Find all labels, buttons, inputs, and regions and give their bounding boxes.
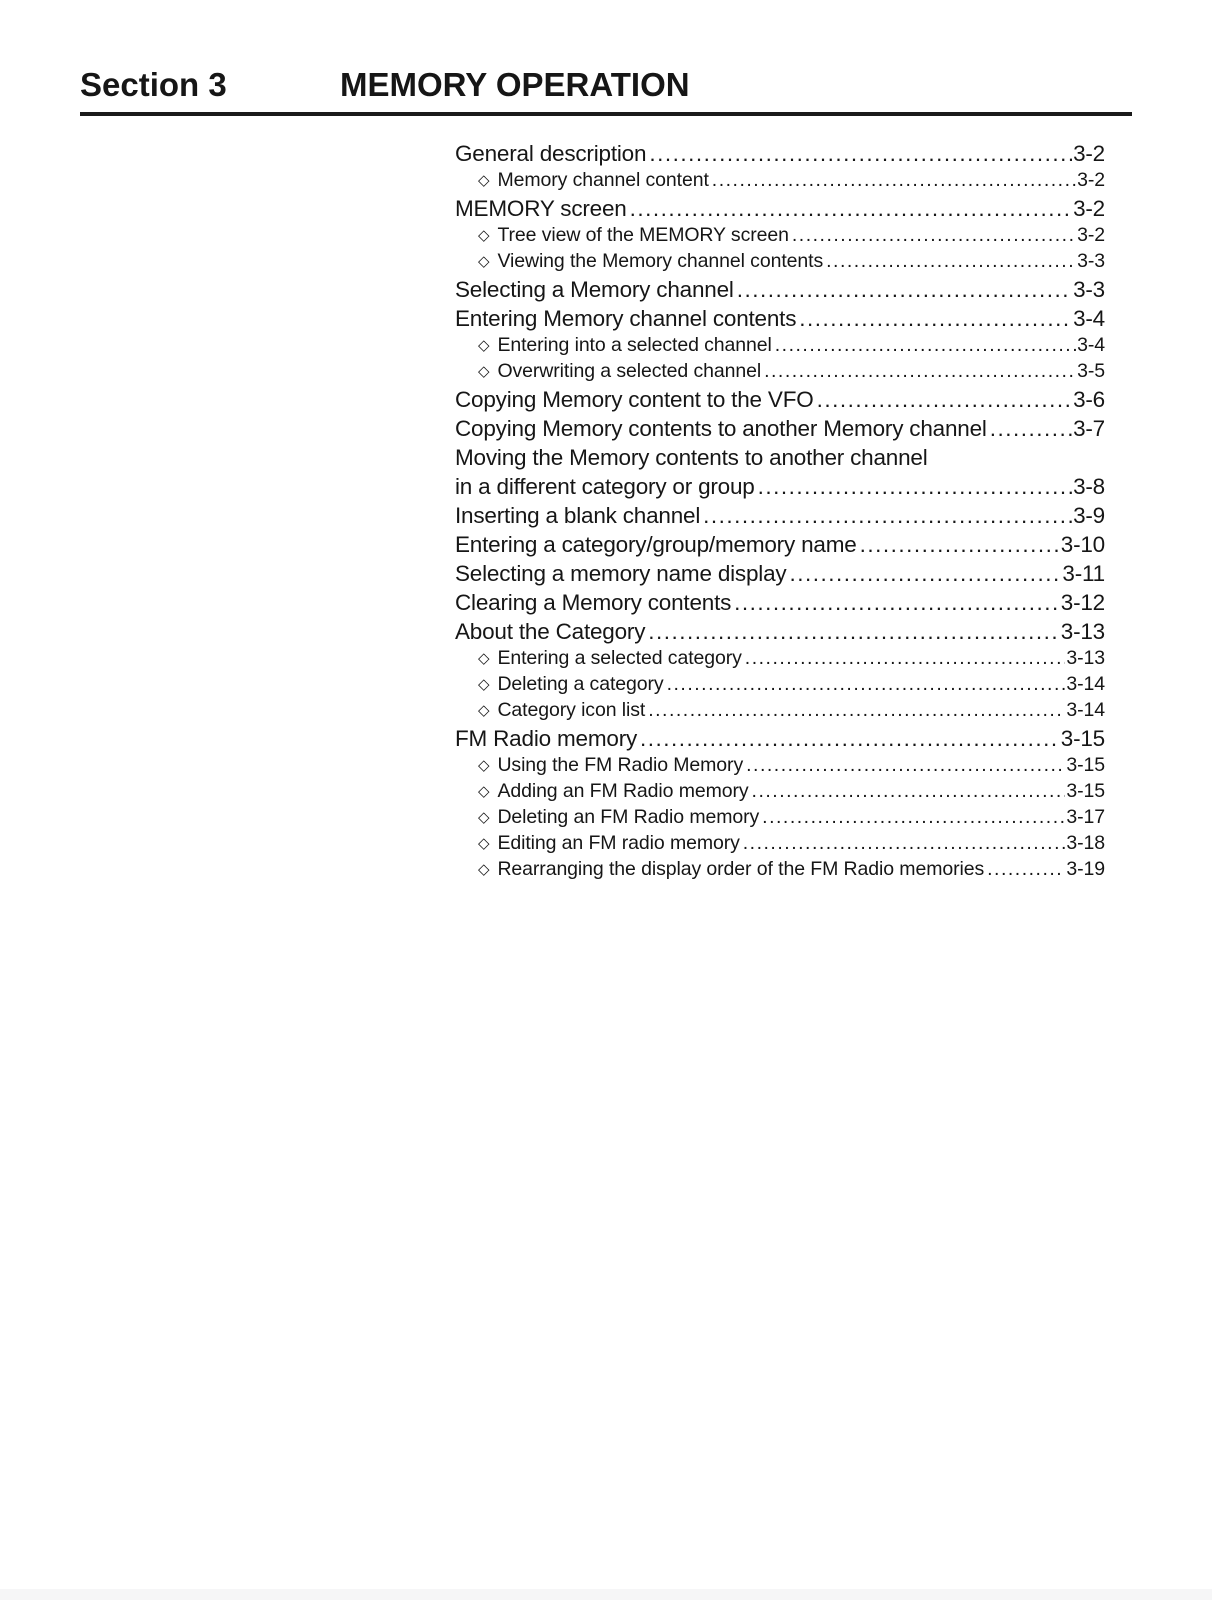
toc-page-number: 3-2 <box>1073 196 1105 221</box>
toc-dot-leader <box>648 698 1065 723</box>
toc-page-number: 3-3 <box>1073 277 1105 302</box>
toc-entry-label: Selecting a memory name display <box>455 561 787 586</box>
toc-entry-label: Entering a selected category <box>497 647 742 669</box>
toc-entry-label: Selecting a Memory channel <box>455 277 734 302</box>
toc-dot-leader <box>792 223 1076 248</box>
toc-entry-label: FM Radio memory <box>455 726 638 751</box>
toc-dot-leader <box>703 501 1072 530</box>
toc-page-number: 3-2 <box>1077 169 1105 191</box>
toc-entry <box>455 139 1105 168</box>
toc-page-number: 3-3 <box>1077 250 1105 272</box>
toc-entry-label: General description <box>455 141 647 166</box>
toc-entry <box>455 559 1105 588</box>
toc-dot-leader <box>640 724 1060 753</box>
toc-entry-label: MEMORY screen <box>455 196 627 221</box>
toc-entry <box>455 857 1105 883</box>
toc-dot-leader <box>745 646 1066 671</box>
toc-entry-label: Copying Memory content to the VFO <box>455 387 814 412</box>
toc-entry-label: Entering a category/group/memory name <box>455 532 857 557</box>
toc-page-number: 3-9 <box>1073 503 1105 528</box>
toc-entry-label: in a different category or group <box>455 474 755 499</box>
toc-dot-leader <box>712 168 1076 193</box>
toc-entry <box>455 275 1105 304</box>
toc-page-number: 3-15 <box>1066 754 1105 776</box>
toc-entry <box>455 698 1105 724</box>
toc-dot-leader <box>775 333 1076 358</box>
toc-entry <box>455 223 1105 249</box>
toc-entry <box>455 646 1105 672</box>
toc-dot-leader <box>752 779 1066 804</box>
diamond-bullet-icon: ◇ <box>478 337 490 354</box>
toc-dot-leader <box>987 857 1065 882</box>
toc-entry-label: Using the FM Radio Memory <box>497 754 744 776</box>
table-of-contents <box>455 139 1105 883</box>
toc-dot-leader <box>737 275 1072 304</box>
toc-page-number: 3-8 <box>1073 474 1105 499</box>
toc-dot-leader <box>649 139 1072 168</box>
diamond-bullet-icon: ◇ <box>478 861 490 878</box>
toc-entry-label: Deleting a category <box>497 673 664 695</box>
toc-page-number: 3-10 <box>1060 532 1105 557</box>
toc-entry <box>455 530 1105 559</box>
toc-entry <box>455 805 1105 831</box>
toc-dot-leader <box>764 359 1076 384</box>
toc-page-number: 3-4 <box>1077 334 1105 356</box>
toc-dot-leader <box>789 559 1061 588</box>
toc-entry-label: Rearranging the display order of the FM Radio memories <box>497 858 985 880</box>
toc-entry-label: Deleting an FM Radio memory <box>497 806 760 828</box>
toc-entry-label: Category icon list <box>497 699 646 721</box>
toc-entry <box>455 753 1105 779</box>
toc-entry <box>455 414 1105 443</box>
toc-page-number: 3-19 <box>1066 858 1105 880</box>
toc-dot-leader <box>826 249 1076 274</box>
toc-entry-label: Inserting a blank channel <box>455 503 701 528</box>
toc-page-number: 3-11 <box>1062 561 1105 586</box>
toc-page-number: 3-2 <box>1073 141 1105 166</box>
toc-entry-label: Entering into a selected channel <box>497 334 772 356</box>
toc-page-number: 3-15 <box>1060 726 1105 751</box>
diamond-bullet-icon: ◇ <box>478 650 490 667</box>
section-number: Section 3 <box>80 66 227 103</box>
toc-page-number: 3-5 <box>1077 360 1105 382</box>
toc-dot-leader <box>990 414 1072 443</box>
diamond-bullet-icon: ◇ <box>478 835 490 852</box>
toc-entry <box>455 304 1105 333</box>
diamond-bullet-icon: ◇ <box>478 253 490 270</box>
toc-entry <box>455 333 1105 359</box>
toc-entry-label: Clearing a Memory contents <box>455 590 732 615</box>
toc-entry <box>455 617 1105 646</box>
page-bottom-edge <box>0 1589 1212 1600</box>
toc-entry <box>455 831 1105 857</box>
section-header <box>80 66 1132 104</box>
toc-entry <box>455 359 1105 385</box>
toc-entry-label: Moving the Memory contents to another channel <box>455 445 928 470</box>
toc-page-number: 3-17 <box>1066 806 1105 828</box>
toc-entry-label: Memory channel content <box>497 169 709 191</box>
diamond-bullet-icon: ◇ <box>478 676 490 693</box>
toc-page-number: 3-14 <box>1066 673 1105 695</box>
toc-entry <box>455 194 1105 223</box>
toc-dot-leader <box>734 588 1060 617</box>
toc-entry-label: Entering Memory channel contents <box>455 306 797 331</box>
toc-dot-leader <box>630 194 1072 223</box>
toc-dot-leader <box>746 753 1065 778</box>
diamond-bullet-icon: ◇ <box>478 809 490 826</box>
toc-dot-leader <box>758 472 1072 501</box>
toc-dot-leader <box>762 805 1065 830</box>
header-divider <box>80 112 1132 116</box>
toc-dot-leader <box>860 530 1060 559</box>
toc-entry-label: Editing an FM radio memory <box>497 832 740 854</box>
toc-page-number: 3-13 <box>1060 619 1105 644</box>
toc-dot-leader <box>648 617 1059 646</box>
toc-entry <box>455 168 1105 194</box>
toc-page-number: 3-6 <box>1073 387 1105 412</box>
toc-page-number: 3-7 <box>1073 416 1105 441</box>
toc-entry-label: Viewing the Memory channel contents <box>497 250 824 272</box>
toc-entry <box>455 472 1105 501</box>
toc-page-number: 3-15 <box>1066 780 1105 802</box>
toc-page-number: 3-13 <box>1066 647 1105 669</box>
toc-dot-leader <box>799 304 1072 333</box>
toc-dot-leader <box>667 672 1066 697</box>
toc-entry-label: Tree view of the MEMORY screen <box>497 224 789 246</box>
toc-entry-label: About the Category <box>455 619 646 644</box>
toc-entry-label: Adding an FM Radio memory <box>497 780 749 802</box>
toc-page-number: 3-2 <box>1077 224 1105 246</box>
toc-entry <box>455 443 1105 472</box>
toc-page-number: 3-18 <box>1066 832 1105 854</box>
toc-entry-label: Copying Memory contents to another Memory channel <box>455 416 987 441</box>
toc-entry <box>455 672 1105 698</box>
toc-entry <box>455 385 1105 414</box>
toc-entry <box>455 501 1105 530</box>
toc-entry <box>455 779 1105 805</box>
toc-entry <box>455 249 1105 275</box>
diamond-bullet-icon: ◇ <box>478 227 490 244</box>
toc-page-number: 3-4 <box>1073 306 1105 331</box>
toc-page-number: 3-14 <box>1066 699 1105 721</box>
toc-page-number: 3-12 <box>1060 590 1105 615</box>
diamond-bullet-icon: ◇ <box>478 172 490 189</box>
diamond-bullet-icon: ◇ <box>478 757 490 774</box>
diamond-bullet-icon: ◇ <box>478 783 490 800</box>
diamond-bullet-icon: ◇ <box>478 363 490 380</box>
toc-dot-leader <box>817 385 1073 414</box>
toc-dot-leader <box>743 831 1066 856</box>
toc-entry-label: Overwriting a selected channel <box>497 360 762 382</box>
toc-entry <box>455 588 1105 617</box>
diamond-bullet-icon: ◇ <box>478 702 490 719</box>
section-title: MEMORY OPERATION <box>340 66 690 103</box>
toc-entry <box>455 724 1105 753</box>
